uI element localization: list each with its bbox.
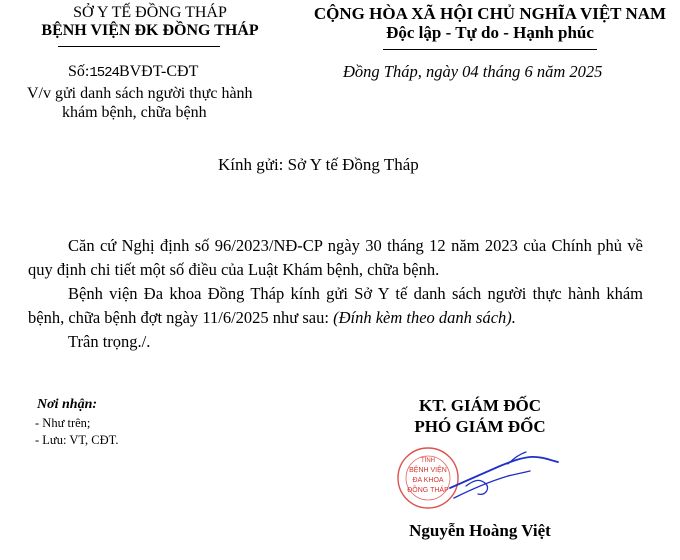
seal-and-signature <box>390 440 570 520</box>
body-paragraph-2 <box>28 282 643 330</box>
recipients-item-2: - Lưu: VT, CĐT. <box>35 433 119 447</box>
svg-text:BỆNH VIỆN: BỆNH VIỆN <box>409 467 447 474</box>
document-number <box>68 63 198 81</box>
handwritten-signature <box>450 452 558 498</box>
closing: Trân trọng./. <box>68 332 151 351</box>
place-date: Đồng Tháp, ngày 04 tháng 6 năm 2025 <box>343 62 603 81</box>
body-paragraph-2-note: (Đính kèm theo danh sách). <box>333 308 516 327</box>
body-paragraph-2-main: Bệnh viện Đa khoa Đồng Tháp kính gửi Sở Y tế danh sách người thực hành khám bệnh, chữa bệnh đợt ngày 11/6/2025 như sau: <box>28 284 643 327</box>
recipient: Kính gửi: Sở Y tế Đồng Tháp <box>218 155 419 174</box>
body-paragraph-1: Căn cứ Nghị định số 96/2023/NĐ-CP ngày 30 tháng 12 năm 2023 của Chính phủ về quy định chi tiết một số điều của Luật Khám bệnh, chữa bệnh. <box>28 236 643 279</box>
signature-title-1: KT. GIÁM ĐỐC <box>419 396 541 415</box>
svg-text:ĐỒNG THÁP: ĐỒNG THÁP <box>407 487 449 494</box>
signer-name: Nguyễn Hoàng Việt <box>409 521 551 540</box>
subject-line-2: khám bệnh, chữa bệnh <box>62 104 207 121</box>
right-header-rule <box>383 49 597 50</box>
subject-line-1: V/v gửi danh sách người thực hành <box>27 85 253 102</box>
svg-text:ĐA KHOA: ĐA KHOA <box>412 477 444 484</box>
hospital-name: BỆNH VIỆN ĐK ĐỒNG THÁP <box>41 22 259 39</box>
doc-no-suffix: BVĐT-CĐT <box>118 63 199 80</box>
nation-title: CỘNG HÒA XÃ HỘI CHỦ NGHĨA VIỆT NAM <box>313 4 667 23</box>
national-motto: Độc lập - Tự do - Hạnh phúc <box>386 23 594 42</box>
signature-title-2: PHÓ GIÁM ĐỐC <box>414 417 546 436</box>
recipients-item-1: - Như trên; <box>35 416 91 430</box>
hospital-seal <box>398 448 458 508</box>
left-header-rule <box>58 46 220 47</box>
doc-no-value: 1524 <box>89 65 119 81</box>
agency-name: SỞ Y TẾ ĐỒNG THÁP <box>73 4 227 21</box>
svg-text:TỈNH: TỈNH <box>421 458 435 464</box>
recipients-title: Nơi nhận: <box>37 397 98 412</box>
doc-no-prefix: Số: <box>68 63 90 80</box>
